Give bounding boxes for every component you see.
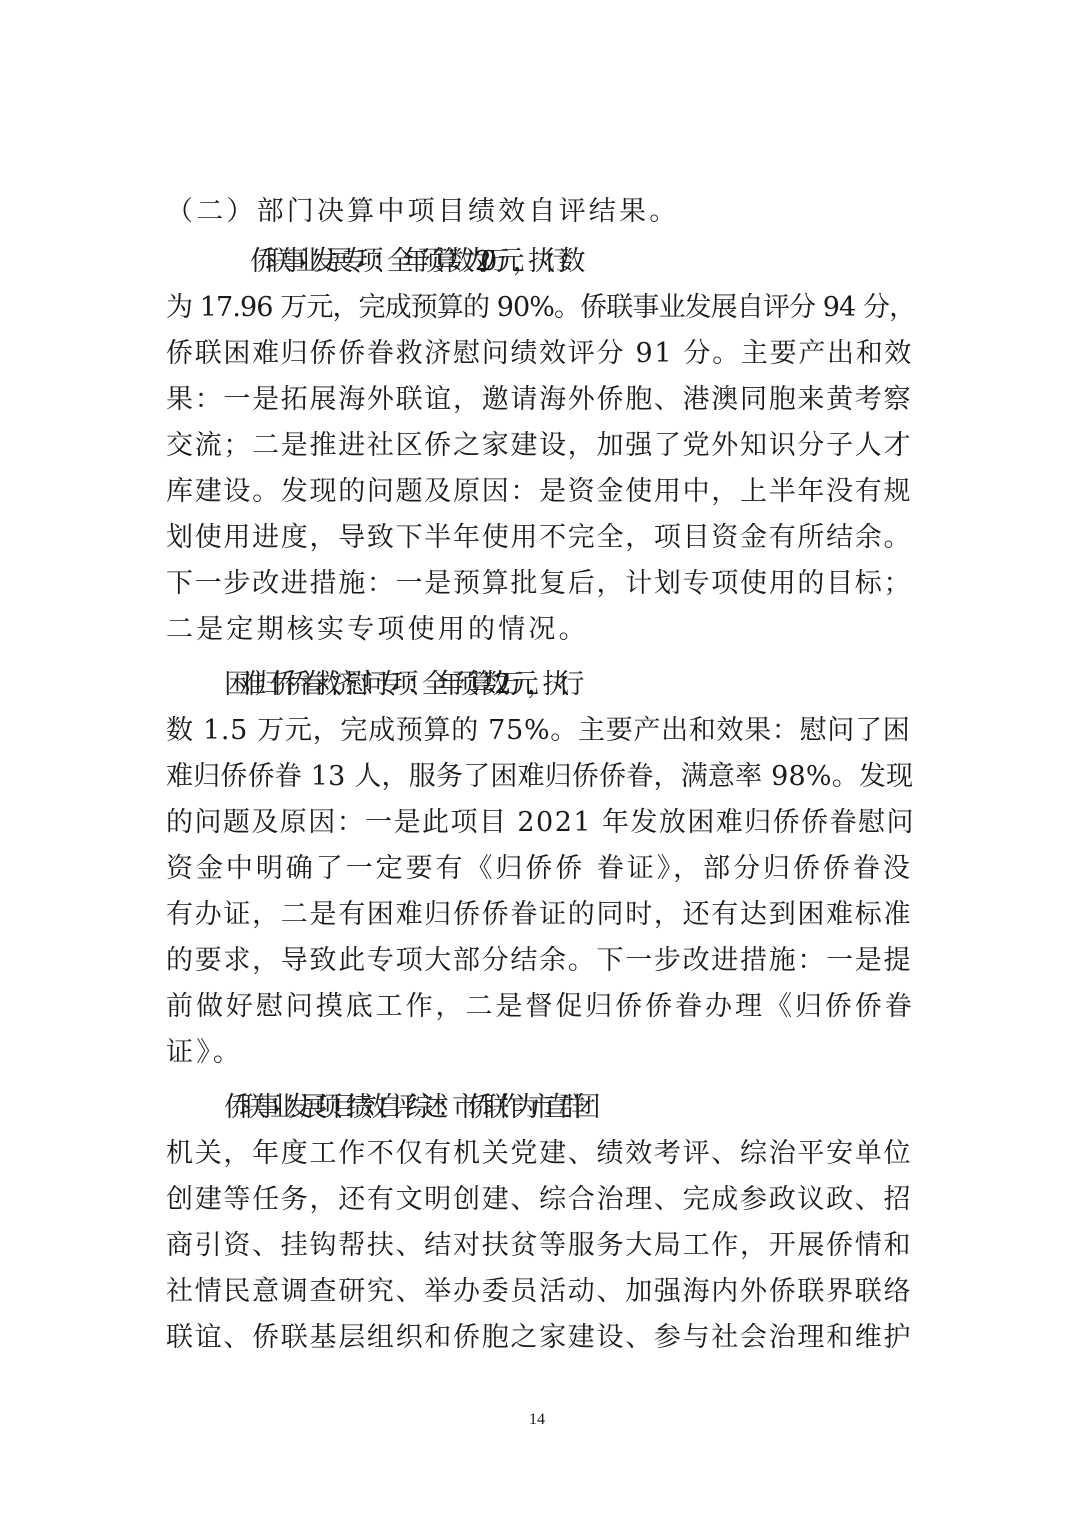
paragraph-3-line-1: 侨联事业发展项目绩效自评综述：市侨联作为市直群团 [224,1092,589,1123]
paragraph-1-line-7: 划使用进度，导致下半年使用不完全，项目资金有所结余。 [166,522,913,553]
paragraph-1-line-8: 下一步改进措施：一是预算批复后，计划专项使用的目标； [166,568,913,599]
paragraph-2-line-6: 有办证，二是有困难归侨侨眷证的同时，还有达到困难标准 [166,899,913,930]
paragraph-3-line-5: 社情民意调查研究、举办委员活动、加强海内外侨联界联络 [166,1276,913,1307]
paragraph-3-line-3: 创建等任务，还有文明创建、综合治理、完成参政议政、招 [166,1184,913,1215]
paragraph-2-line-1: 困难归侨侨眷救济慰问专项：全年预算数 2 万元，执行 [224,669,573,700]
paragraph-1-line-2: 为 17.96 万元，完成预算的 90%。侨联事业发展自评分 94 分， [166,292,916,323]
paragraph-2-line-5: 资金中明确了一定要有《归侨侨 眷证》，部分归侨侨眷没 [166,853,913,884]
page-number: 14 [529,1411,545,1428]
paragraph-1-line-9: 二是定期核实专项使用的情况。 [166,614,589,645]
paragraph-1-line-4: 果：一是拓展海外联谊，邀请海外侨胞、港澳同胞来黄考察 [166,384,913,415]
paragraph-1-line-6: 库建设。发现的问题及原因：是资金使用中，上半年没有规 [166,476,913,507]
section-heading: （二）部门决算中项目绩效自评结果。 [166,196,680,227]
paragraph-2-line-9: 证》。 [166,1037,244,1068]
paragraph-2-line-3: 难归侨侨眷 13 人，服务了困难归侨侨眷，满意率 98%。发现 [166,761,914,792]
paragraph-3-line-2: 机关，年度工作不仅有机关党建、绩效考评、综治平安单位 [166,1138,913,1169]
paragraph-2-line-8: 前做好慰问摸底工作，二是督促归侨侨眷办理《归侨侨眷 [166,991,915,1022]
paragraph-1-line-3: 侨联困难归侨侨眷救济慰问绩效评分 91 分。主要产出和效 [166,338,914,369]
paragraph-3-line-6: 联谊、侨联基层组织和侨胞之家建设、参与社会治理和维护 [166,1322,913,1353]
paragraph-1-line-5: 交流；二是推进社区侨之家建设，加强了党外知识分子人才 [166,430,913,461]
paragraph-1-line-1: 侨联事业发展专项：全年预算数为 20 万元，执行数 [250,246,574,277]
paragraph-2-line-7: 的要求，导致此专项大部分结余。下一步改进措施：一是提 [166,945,913,976]
paragraph-3-line-4: 商引资、挂钩帮扶、结对扶贫等服务大局工作，开展侨情和 [166,1230,913,1261]
paragraph-2-line-4: 的问题及原因：一是此项目 2021 年发放困难归侨侨眷慰问 [166,807,915,838]
paragraph-2-line-2: 数 1.5 万元，完成预算的 75%。主要产出和效果：慰问了困 [166,715,911,746]
